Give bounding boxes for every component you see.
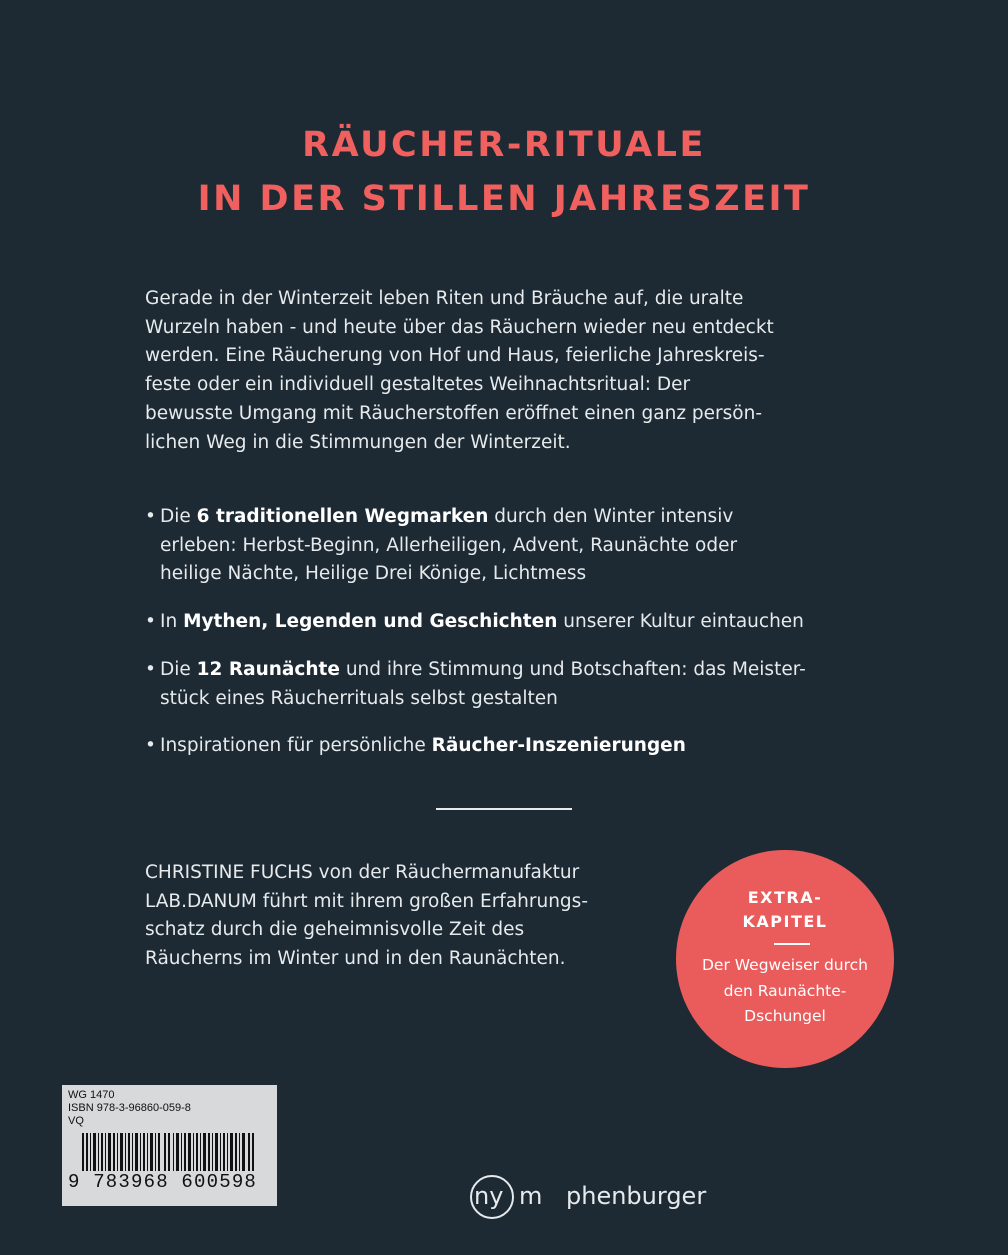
badge-text-line: Dschungel <box>744 1007 826 1025</box>
bullet-item-inszenierungen <box>145 732 875 761</box>
bullet-line: stück eines Räucherrituals selbst gestalten <box>160 687 558 709</box>
bullet-highlight: Mythen, Legenden und Geschichten <box>183 611 558 633</box>
badge-text-line: Der Wegweiser durch <box>701 956 869 974</box>
logo-text-m: m <box>519 1182 543 1210</box>
badge-text <box>676 953 894 1030</box>
badge-heading <box>676 886 894 934</box>
intro-paragraph <box>145 285 865 457</box>
barcode-wg: WG 1470 <box>68 1089 115 1101</box>
bullet-highlight: Räucher-Inszenierungen <box>431 735 686 757</box>
bullet-dot: • <box>145 735 156 757</box>
badge-text-line: den Raunächte- <box>723 981 847 1000</box>
author-line: schatz durch die geheimnisvolle Zeit des <box>145 919 525 941</box>
bullet-text: Die <box>160 506 197 527</box>
badge-heading-line: EXTRA- <box>747 888 823 907</box>
title-line-1: RÄUCHER-RITUALE <box>302 125 706 165</box>
bullet-item-raunaechte <box>145 656 875 713</box>
barcode-number: 9 783968 600598 <box>68 1171 258 1193</box>
bullet-text: unserer Kultur eintauchen <box>557 611 804 633</box>
author-line: Räucherns im Winter und in den Raunächten. <box>145 948 566 970</box>
bullet-dot: • <box>145 658 156 680</box>
barcode-isbn: ISBN 978-3-96860-059-8 <box>68 1102 191 1114</box>
bullet-line <box>160 656 875 685</box>
intro-line: Gerade in der Winterzeit leben Riten und Bräuche auf, die uralte <box>145 288 744 309</box>
bullet-line: erleben: Herbst-Beginn, Allerheiligen, Advent, Raunächte oder <box>160 534 738 556</box>
extra-chapter-badge <box>676 850 894 1068</box>
bullet-item-wegmarken <box>145 503 875 589</box>
bullet-highlight: 12 Raunächte <box>196 658 340 680</box>
bullet-text: durch den Winter intensiv <box>488 506 734 527</box>
bullet-dot: • <box>145 506 156 527</box>
author-line: LAB.DANUM führt mit ihrem großen Erfahrungs- <box>145 890 588 912</box>
intro-line: werden. Eine Räucherung von Hof und Haus, feierliche Jahreskreis- <box>145 345 765 367</box>
intro-line: Wurzeln haben - und heute über das Räuchern wieder neu entdeckt <box>145 316 774 338</box>
publisher-logo <box>0 1170 1008 1230</box>
badge-rule <box>774 943 810 945</box>
badge-heading-line: KAPITEL <box>742 912 828 931</box>
logo-text-ny: ny <box>474 1182 504 1210</box>
bullet-item-mythen <box>145 608 875 637</box>
intro-line: feste oder ein individuell gestaltetes Weihnachtsritual: Der <box>145 374 691 396</box>
bullet-text: Die <box>160 658 197 680</box>
bullet-line: heilige Nächte, Heilige Drei Könige, Lichtmess <box>160 563 587 585</box>
bullet-text: In <box>160 611 184 633</box>
title-line-2: IN DER STILLEN JAHRESZEIT <box>197 179 811 219</box>
barcode-vq: VQ <box>68 1115 84 1127</box>
bullet-text: Inspirationen für persönliche <box>160 735 432 757</box>
bullet-list <box>145 503 875 780</box>
bullet-line <box>160 732 875 761</box>
bullet-line <box>160 608 875 637</box>
bullet-highlight: 6 traditionellen Wegmarken <box>196 506 489 527</box>
author-paragraph <box>145 859 665 974</box>
author-line: CHRISTINE FUCHS von der Räuchermanufaktur <box>145 862 580 883</box>
logo-text-rest: phenburger <box>566 1182 707 1210</box>
intro-line: lichen Weg in die Stimmungen der Winterzeit. <box>145 431 571 453</box>
bullet-text: und ihre Stimmung und Botschaften: das Meister- <box>339 658 806 680</box>
section-divider <box>436 808 572 810</box>
intro-line: bewusste Umgang mit Räucherstoffen eröffnet einen ganz persön- <box>145 402 763 424</box>
bullet-dot: • <box>145 611 156 633</box>
bullet-line <box>160 503 875 532</box>
